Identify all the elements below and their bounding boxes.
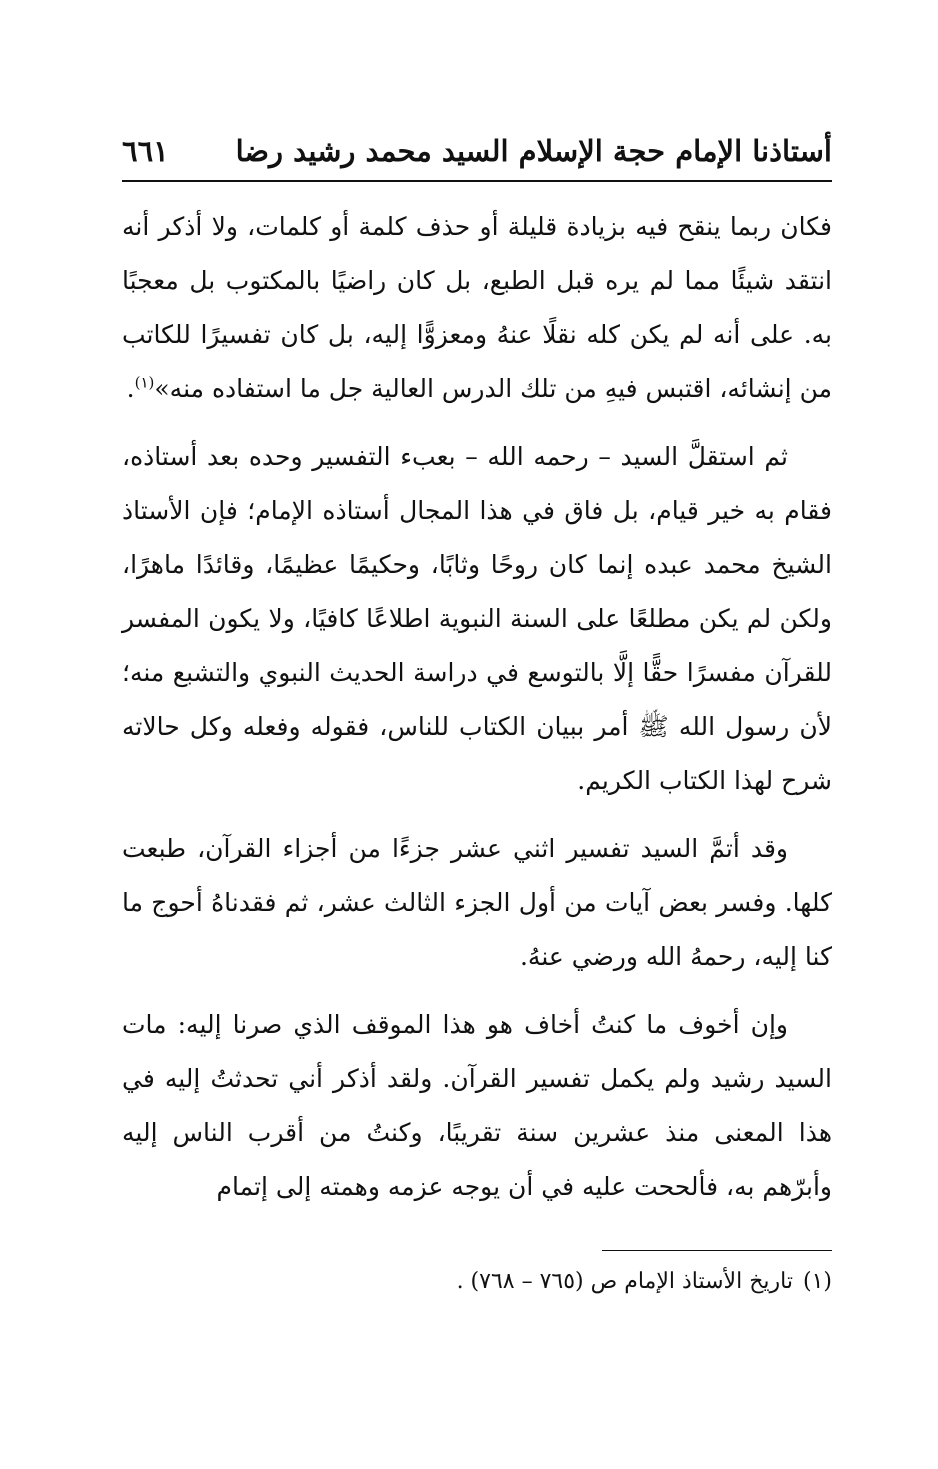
- footnote-rule: [602, 1250, 832, 1251]
- paragraph-1: [122, 200, 832, 416]
- paragraph-3: وقد أتمَّ السيد تفسير اثني عشر جزءًا من أجزاء القرآن، طبعت كلها. وفسر بعض آيات من أول الجزء الثالث عشر، ثم فقدناهُ أحوج ما كنا إليه، رحمهُ الله ورضي عنهُ.: [122, 834, 832, 971]
- page-header: [122, 128, 832, 180]
- paragraph-2: ثم استقلَّ السيد – رحمه الله – بعبء التفسير وحده بعد أستاذه، فقام به خير قيام، بل فاق في هذا المجال أستاذه الإمام؛ فإن الأستاذ الشيخ محمد عبده إنما كان روحًا وثابًا، وحكيمًا عظيمًا، وقائدًا ماهرًا، ولكن لم يكن مطلعًا على السنة النبوية اطلاعًا كافيًا، ولا يكون المفسر للقرآن مفسرًا حقًّا إلَّا بالتوسع في دراسة الحديث النبوي والتشبع منه؛ لأن رسول الله ﷺ أمر ببيان الكتاب للناس، فقوله وفعله وكل حالاته شرح لهذا الكتاب الكريم.: [122, 442, 832, 795]
- running-title: أستاذنا الإمام حجة الإسلام السيد محمد رشيد رضا: [235, 134, 832, 168]
- footnote: [122, 1262, 832, 1302]
- page-number: ٦٦١: [122, 134, 169, 168]
- body-text: [122, 200, 832, 1228]
- paragraph-1-tail: .: [126, 374, 135, 403]
- header-rule: [122, 180, 832, 182]
- footnote-text: تاريخ الأستاذ الإمام ص (٧٦٥ – ٧٦٨) .: [456, 1269, 793, 1294]
- footnote-marker[interactable]: (١): [134, 373, 155, 392]
- paragraph-1-text: فكان ربما ينقح فيه بزيادة قليلة أو حذف كلمة أو كلمات، ولا أذكر أنه انتقد شيئًا مما لم يره قبل الطبع، بل كان راضيًا بالمكتوب بل معجبًا به. على أنه لم يكن كله نقلًا عنهُ ومعزوًّا إليه، بل كان تفسيرًا للكاتب من إنشائه، اقتبس فيهِ من تلك الدرس العالية جل ما استفاده منه»: [122, 212, 832, 403]
- footnote-number: (١): [802, 1269, 832, 1294]
- paragraph-4: وإن أخوف ما كنتُ أخاف هو هذا الموقف الذي صرنا إليه: مات السيد رشيد ولم يكمل تفسير القرآن. ولقد أذكر أني تحدثتُ إليه في هذا المعنى منذ عشرين سنة تقريبًا، وكنتُ من أقرب الناس إليه وأبرّهم به، فألححت عليه في أن يوجه عزمه وهمته إلى إتمام: [122, 1010, 832, 1201]
